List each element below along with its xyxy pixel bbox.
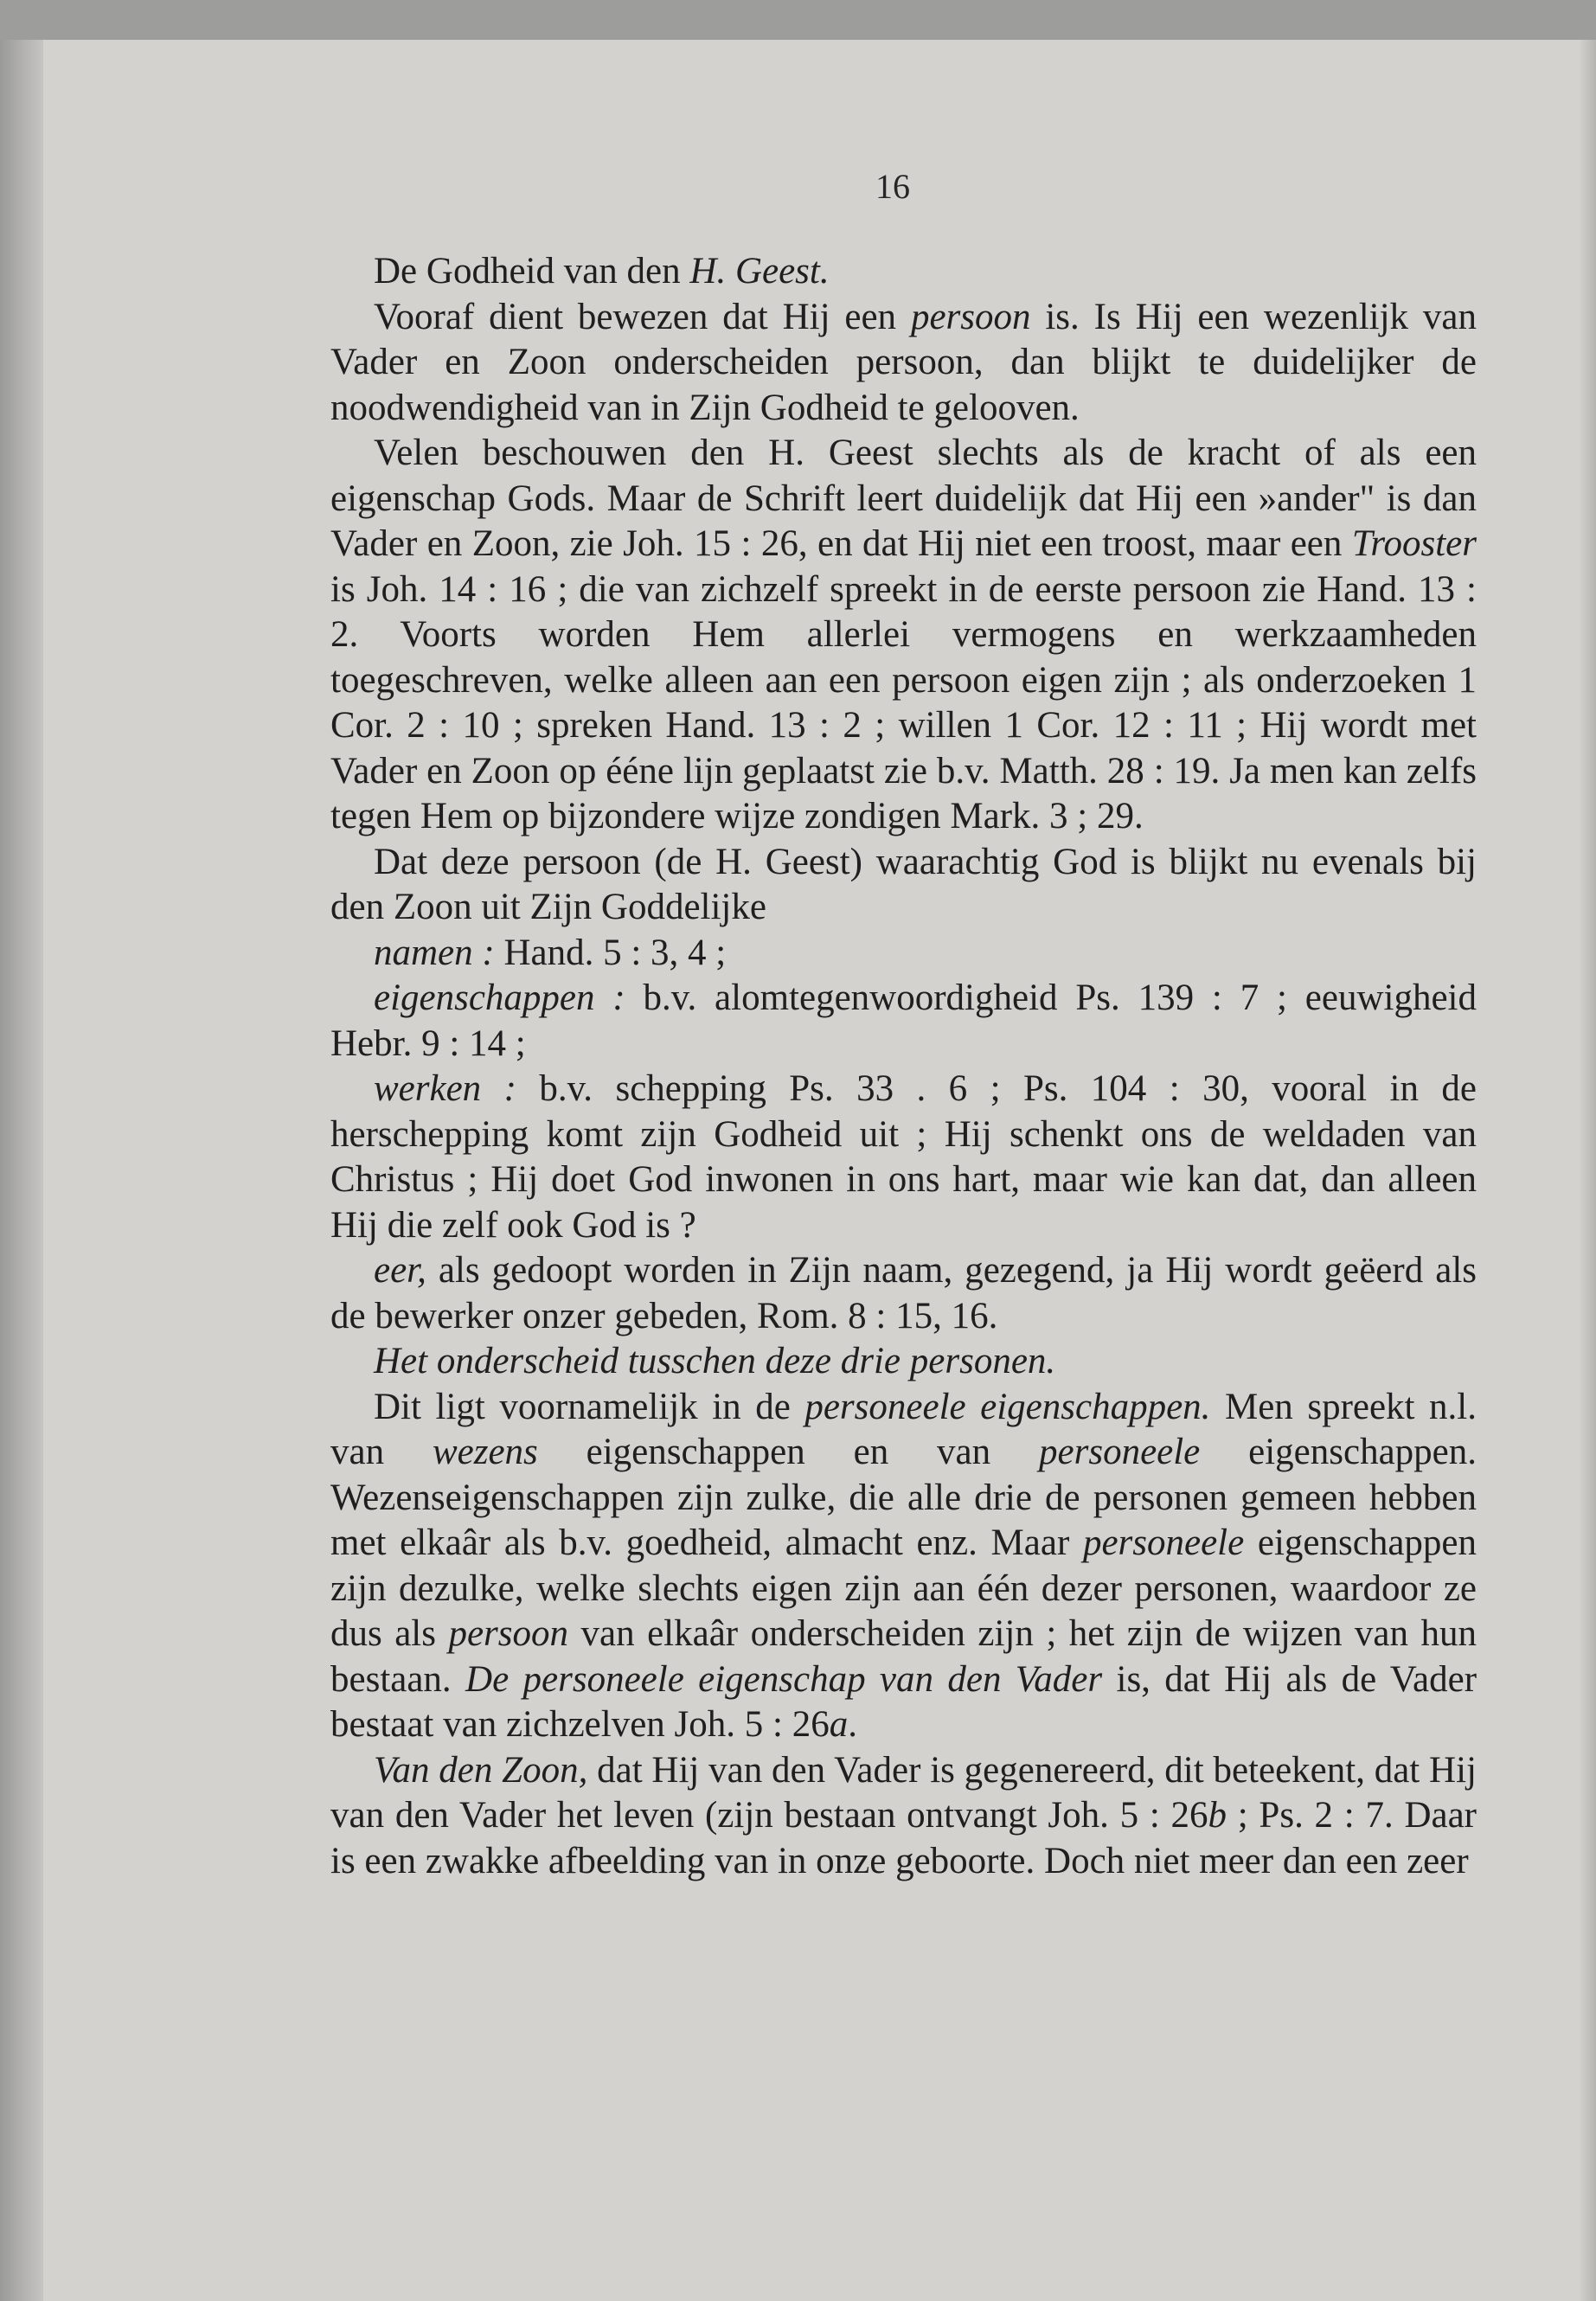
item-eer: eer, als gedoopt worden in Zijn naam, gezegend, ja Hij wordt geëerd als de bewerker onzer gebeden, Rom. 8 : 15, 16. [330, 1250, 1477, 1336]
heading-italic: H. Geest. [689, 251, 830, 292]
body-text [330, 249, 1477, 1884]
item-namen: namen : Hand. 5 : 3, 4 ; [374, 932, 727, 973]
heading-text: De Godheid van den [374, 251, 690, 292]
item-werken: werken : b.v. schepping Ps. 33 . 6 ; Ps. 104 : 30, vooral in de herschepping komt zijn Godheid uit ; Hij schenkt ons de weldaden van Christus ; Hij doet God inwonen in ons hart, maar wie kan dat, dan alleen Hij die zelf ook God is ? [330, 1068, 1477, 1246]
scan-top-border [0, 0, 1596, 40]
paragraph-4: Dit ligt voornamelijk in de personeele eigenschappen. Men spreekt n.l. van wezens eigenschappen en van personeele eigenschappen. Wezenseigenschappen zijn zulke, die alle drie de personen gemeen hebben met elkaâr als b.v. goedheid, almacht enz. Maar personeele eigenschappen zijn dezulke, welke slechts eigen zijn aan één dezer personen, waardoor ze dus als persoon van elkaâr onderscheiden zijn ; het zijn de wijzen van hun bestaan. De personeele eigenschap van den Vader is, dat Hij als de Vader bestaat van zichzelven Joh. 5 : 26a. [330, 1386, 1477, 1745]
item-eigenschappen: eigenschappen : b.v. alomtegenwoordigheid Ps. 139 : 7 ; eeuwigheid Hebr. 9 : 14 ; [330, 977, 1477, 1064]
scan-right-border [1579, 40, 1596, 2301]
paragraph-5: Van den Zoon, dat Hij van den Vader is gegenereerd, dit beteekent, dat Hij van den Vader het leven (zijn bestaan ontvangt Joh. 5 : 26b ; Ps. 2 : 7. Daar is een zwakke afbeelding van in onze geboorte. Doch niet meer dan een zeer [330, 1749, 1477, 1881]
section-heading [330, 249, 1477, 295]
scan-left-border [0, 40, 43, 2301]
paragraph-2: Velen beschouwen den H. Geest slechts als de kracht of als een eigenschap Gods. Maar de Schrift leert duidelijk dat Hij een »ander" is dan Vader en Zoon, zie Joh. 15 : 26, en dat Hij niet een troost, maar een Trooster is Joh. 14 : 16 ; die van zichzelf spreekt in de eerste persoon zie Hand. 13 : 2. Voorts worden Hem allerlei vermogens en werkzaamheden toegeschreven, welke alleen aan een persoon eigen zijn ; als onderzoeken 1 Cor. 2 : 10 ; spreken Hand. 13 : 2 ; willen 1 Cor. 12 : 11 ; Hij wordt met Vader en Zoon op ééne lijn geplaatst zie b.v. Matth. 28 : 19. Ja men kan zelfs tegen Hem op bijzondere wijze zondigen Mark. 3 ; 29. [330, 433, 1477, 836]
paragraph-3: Dat deze persoon (de H. Geest) waarachtig God is blijkt nu evenals bij den Zoon uit Zijn Goddelijke [330, 841, 1477, 927]
subheading: Het onderscheid tusschen deze drie personen. [374, 1341, 1056, 1381]
paragraph-1: Vooraf dient bewezen dat Hij een persoon is. Is Hij een wezenlijk van Vader en Zoon onderscheiden persoon, dan blijkt te duidelijker de noodwendigheid van in Zijn Godheid te gelooven. [330, 296, 1477, 428]
page-number: 16 [875, 167, 910, 206]
